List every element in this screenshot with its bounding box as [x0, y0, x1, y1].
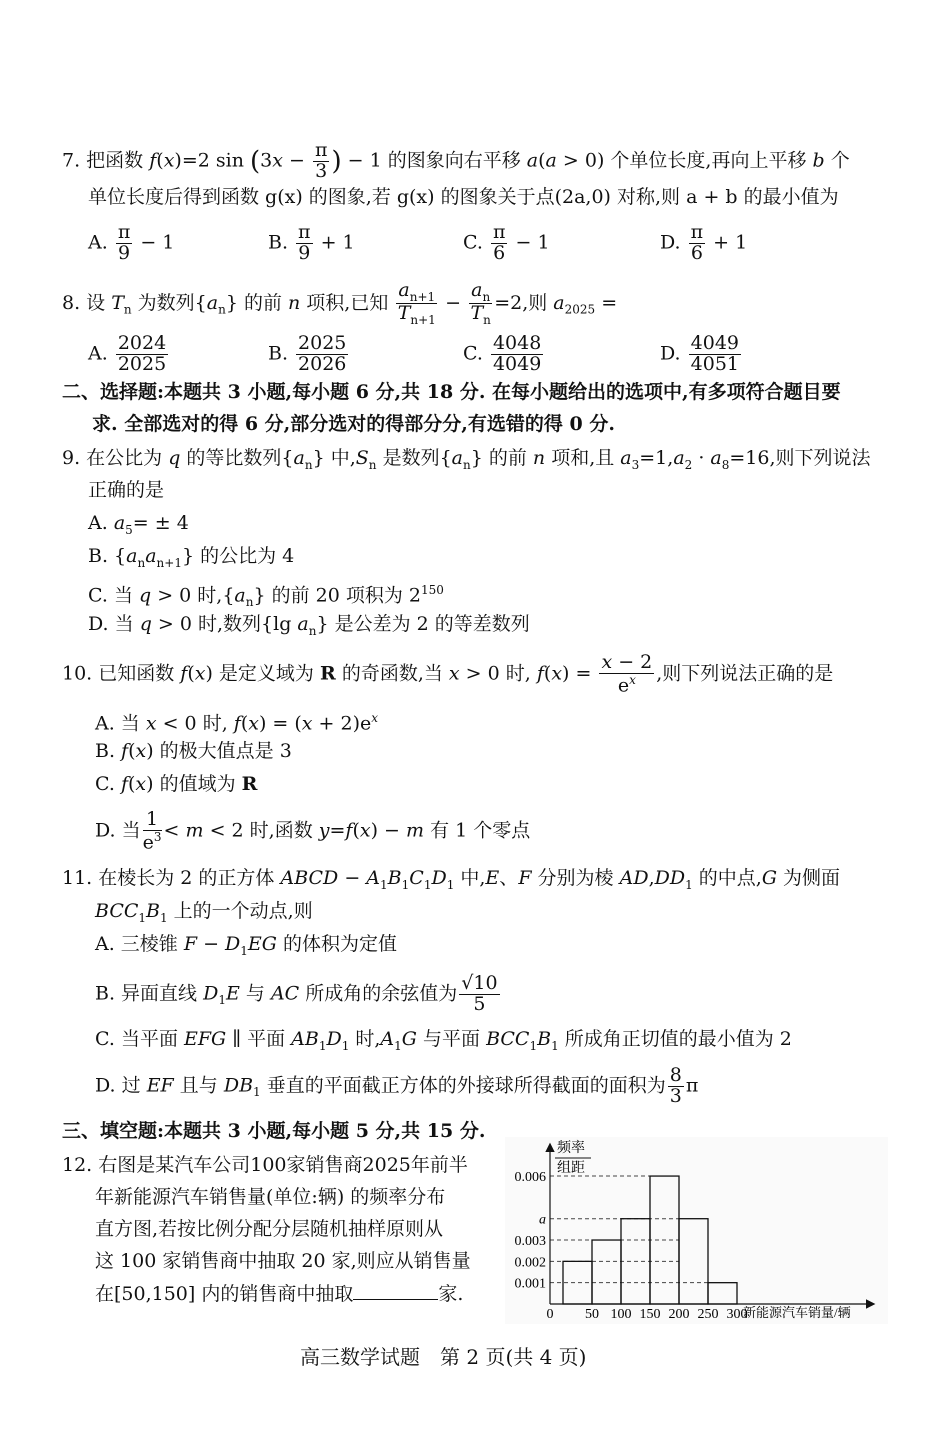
- section2-header-line2: 求. 全部选对的得 6 分,部分选对的得部分分,有选错的得 0 分.: [92, 413, 615, 435]
- q10-option-b: B. f(x) 的极大值点是 3: [95, 740, 292, 762]
- y-axis-label-top: 频率: [557, 1141, 585, 1156]
- q9-line2: 正确的是: [88, 479, 165, 501]
- q10-line1: 10. 已知函数 f(x) 是定义域为 R 的奇函数,当 x > 0 时, f(x) = $\frac{x - 2}{e^x}$ ,则下列说法正确的是: [62, 651, 834, 697]
- q12-line5: [95, 1280, 463, 1308]
- x-tick-label: 300: [726, 1307, 748, 1322]
- q11-line2: $BCC_1B_1$ 上的一个动点,则: [95, 900, 313, 925]
- section2-header-line1: 二、选择题:本题共 3 小题,每小题 6 分,共 18 分. 在每小题给出的选项中,有多项符合题目要: [62, 381, 841, 403]
- q7-option-c: C. $\frac{\pi}{6}$ − 1: [463, 221, 550, 264]
- q9-line1: 9. 在公比为 q 的等比数列$\{a_n\}$ 中$,S_n$ 是数列$\{a_n\}$ 的前 n 项和,且 $a_3=1,a_2 \cdot a_8=16$,则下列说法: [62, 447, 871, 472]
- q12-line3: 直方图,若按比例分配分层随机抽样原则从: [95, 1218, 444, 1240]
- x-tick-label: 250: [697, 1307, 719, 1322]
- y-tick-label: 0.002: [514, 1255, 546, 1271]
- y-tick-label: 0.006: [514, 1170, 546, 1186]
- x-tick-label: 50: [585, 1307, 599, 1322]
- x-tick-label: 0: [546, 1307, 554, 1322]
- q11-option-d: D. 过 EF 且与 $DB_1$ 垂直的平面截正方体的外接球所得截面的面积为 $\frac{8}{3}$ π: [95, 1064, 699, 1107]
- q12-line2: 年新能源汽车销售量(单位:辆) 的频率分布: [95, 1186, 446, 1208]
- q11-option-c: C. 当平面 EFG ∥ 平面 $AB_1D_1$ 时$,A_1G$ 与平面 $BCC_1B_1$ 所成角正切值的最小值为 2: [95, 1028, 792, 1053]
- x-axis-label: 新能源汽车销量/辆: [743, 1305, 851, 1320]
- q9-option-b: B. $\{a_na_{n+1}\}$ 的公比为 4: [88, 545, 295, 570]
- q11-option-a: A. 三棱锥 $F - D_1EG$ 的体积为定值: [95, 933, 398, 958]
- q12-line5-text: 在[50,150] 内的销售商中抽取: [95, 1283, 354, 1305]
- x-tick-label: 150: [639, 1307, 661, 1322]
- y-tick-label: 0.003: [514, 1234, 546, 1250]
- q9-option-c: C. 当 q > 0 时$,\{a_n\}$ 的前 20 项积为 $2^{150}$: [88, 583, 444, 610]
- q12-line5-end: 家.: [438, 1283, 464, 1305]
- q7-option-b: B. $\frac{\pi}{9}$ + 1: [268, 221, 355, 264]
- q9-option-a: A. $a_5= \pm 4$: [88, 512, 189, 537]
- q12-line4: 这 100 家销售商中抽取 20 家,则应从销售量: [95, 1250, 471, 1272]
- q8-option-a: A. $\frac{2024}{2025}$: [88, 332, 167, 375]
- q8-option-b: B. $\frac{2025}{2026}$: [268, 332, 347, 375]
- answer-blank[interactable]: [353, 1281, 438, 1300]
- q10-option-c: C. f(x) 的值域为 R: [95, 773, 258, 795]
- y-tick-label: a: [539, 1212, 546, 1228]
- q8-line1: 8. 设 $T_n$ 为数列$\{a_n\}$ 的前 n 项积,已知 $\frac{a_{n+1}}{T_{n+1}}$ − $\frac{a_n}{T_n}$ =2,则 $a_{2025}$ =: [62, 279, 618, 328]
- q12-line1: 12. 右图是某汽车公司100家销售商2025年前半: [62, 1154, 468, 1176]
- y-axis-label-bottom: 组距: [557, 1161, 585, 1176]
- x-tick-label: 100: [610, 1307, 632, 1322]
- q8-option-d: D. $\frac{4049}{4051}$: [660, 332, 739, 375]
- q7-option-a: A. $\frac{\pi}{9}$ − 1: [88, 221, 175, 264]
- section3-header: 三、填空题:本题共 3 小题,每小题 5 分,共 15 分.: [62, 1120, 486, 1142]
- q8-option-c: C. $\frac{4048}{4049}$: [463, 332, 542, 375]
- page-footer: 高三数学试题 第 2 页(共 4 页): [300, 1345, 587, 1369]
- q10-option-a: A. 当 x < 0 时, $f(x) = (x + 2)e^x$: [95, 711, 379, 735]
- q11-line1: 11. 在棱长为 2 的正方体 ABCD − $A_1B_1C_1D_1$ 中,E、F 分别为棱 $AD,DD_1$ 的中点,G 为侧面: [62, 867, 841, 892]
- q7-line1: 7. 把函数 f(x)=2 sin (3x − $\frac{\pi}{3}$ ) − 1 的图象向右平移 a(a > 0) 个单位长度,再向上平移 b 个: [62, 139, 850, 182]
- x-tick-label: 200: [668, 1307, 690, 1322]
- q7-option-d: D. $\frac{\pi}{6}$ + 1: [660, 221, 748, 264]
- y-tick-label: 0.001: [514, 1276, 546, 1292]
- q9-option-d: D. 当 q > 0 时,数列{lg $a_n$} 是公差为 2 的等差数列: [88, 613, 530, 638]
- q11-option-b: B. 异面直线 $D_1E$ 与 AC 所成角的余弦值为 $\frac{√10}{5}$: [95, 972, 498, 1015]
- frequency-histogram: [505, 1137, 888, 1324]
- q10-option-d: D. 当 $\frac{1}{e^3}$ < m < 2 时,函数 y=f(x) − m 有 1 个零点: [95, 808, 531, 854]
- q7-line2: 单位长度后得到函数 g(x) 的图象,若 g(x) 的图象关于点(2a,0) 对称,则 a + b 的最小值为: [88, 186, 839, 208]
